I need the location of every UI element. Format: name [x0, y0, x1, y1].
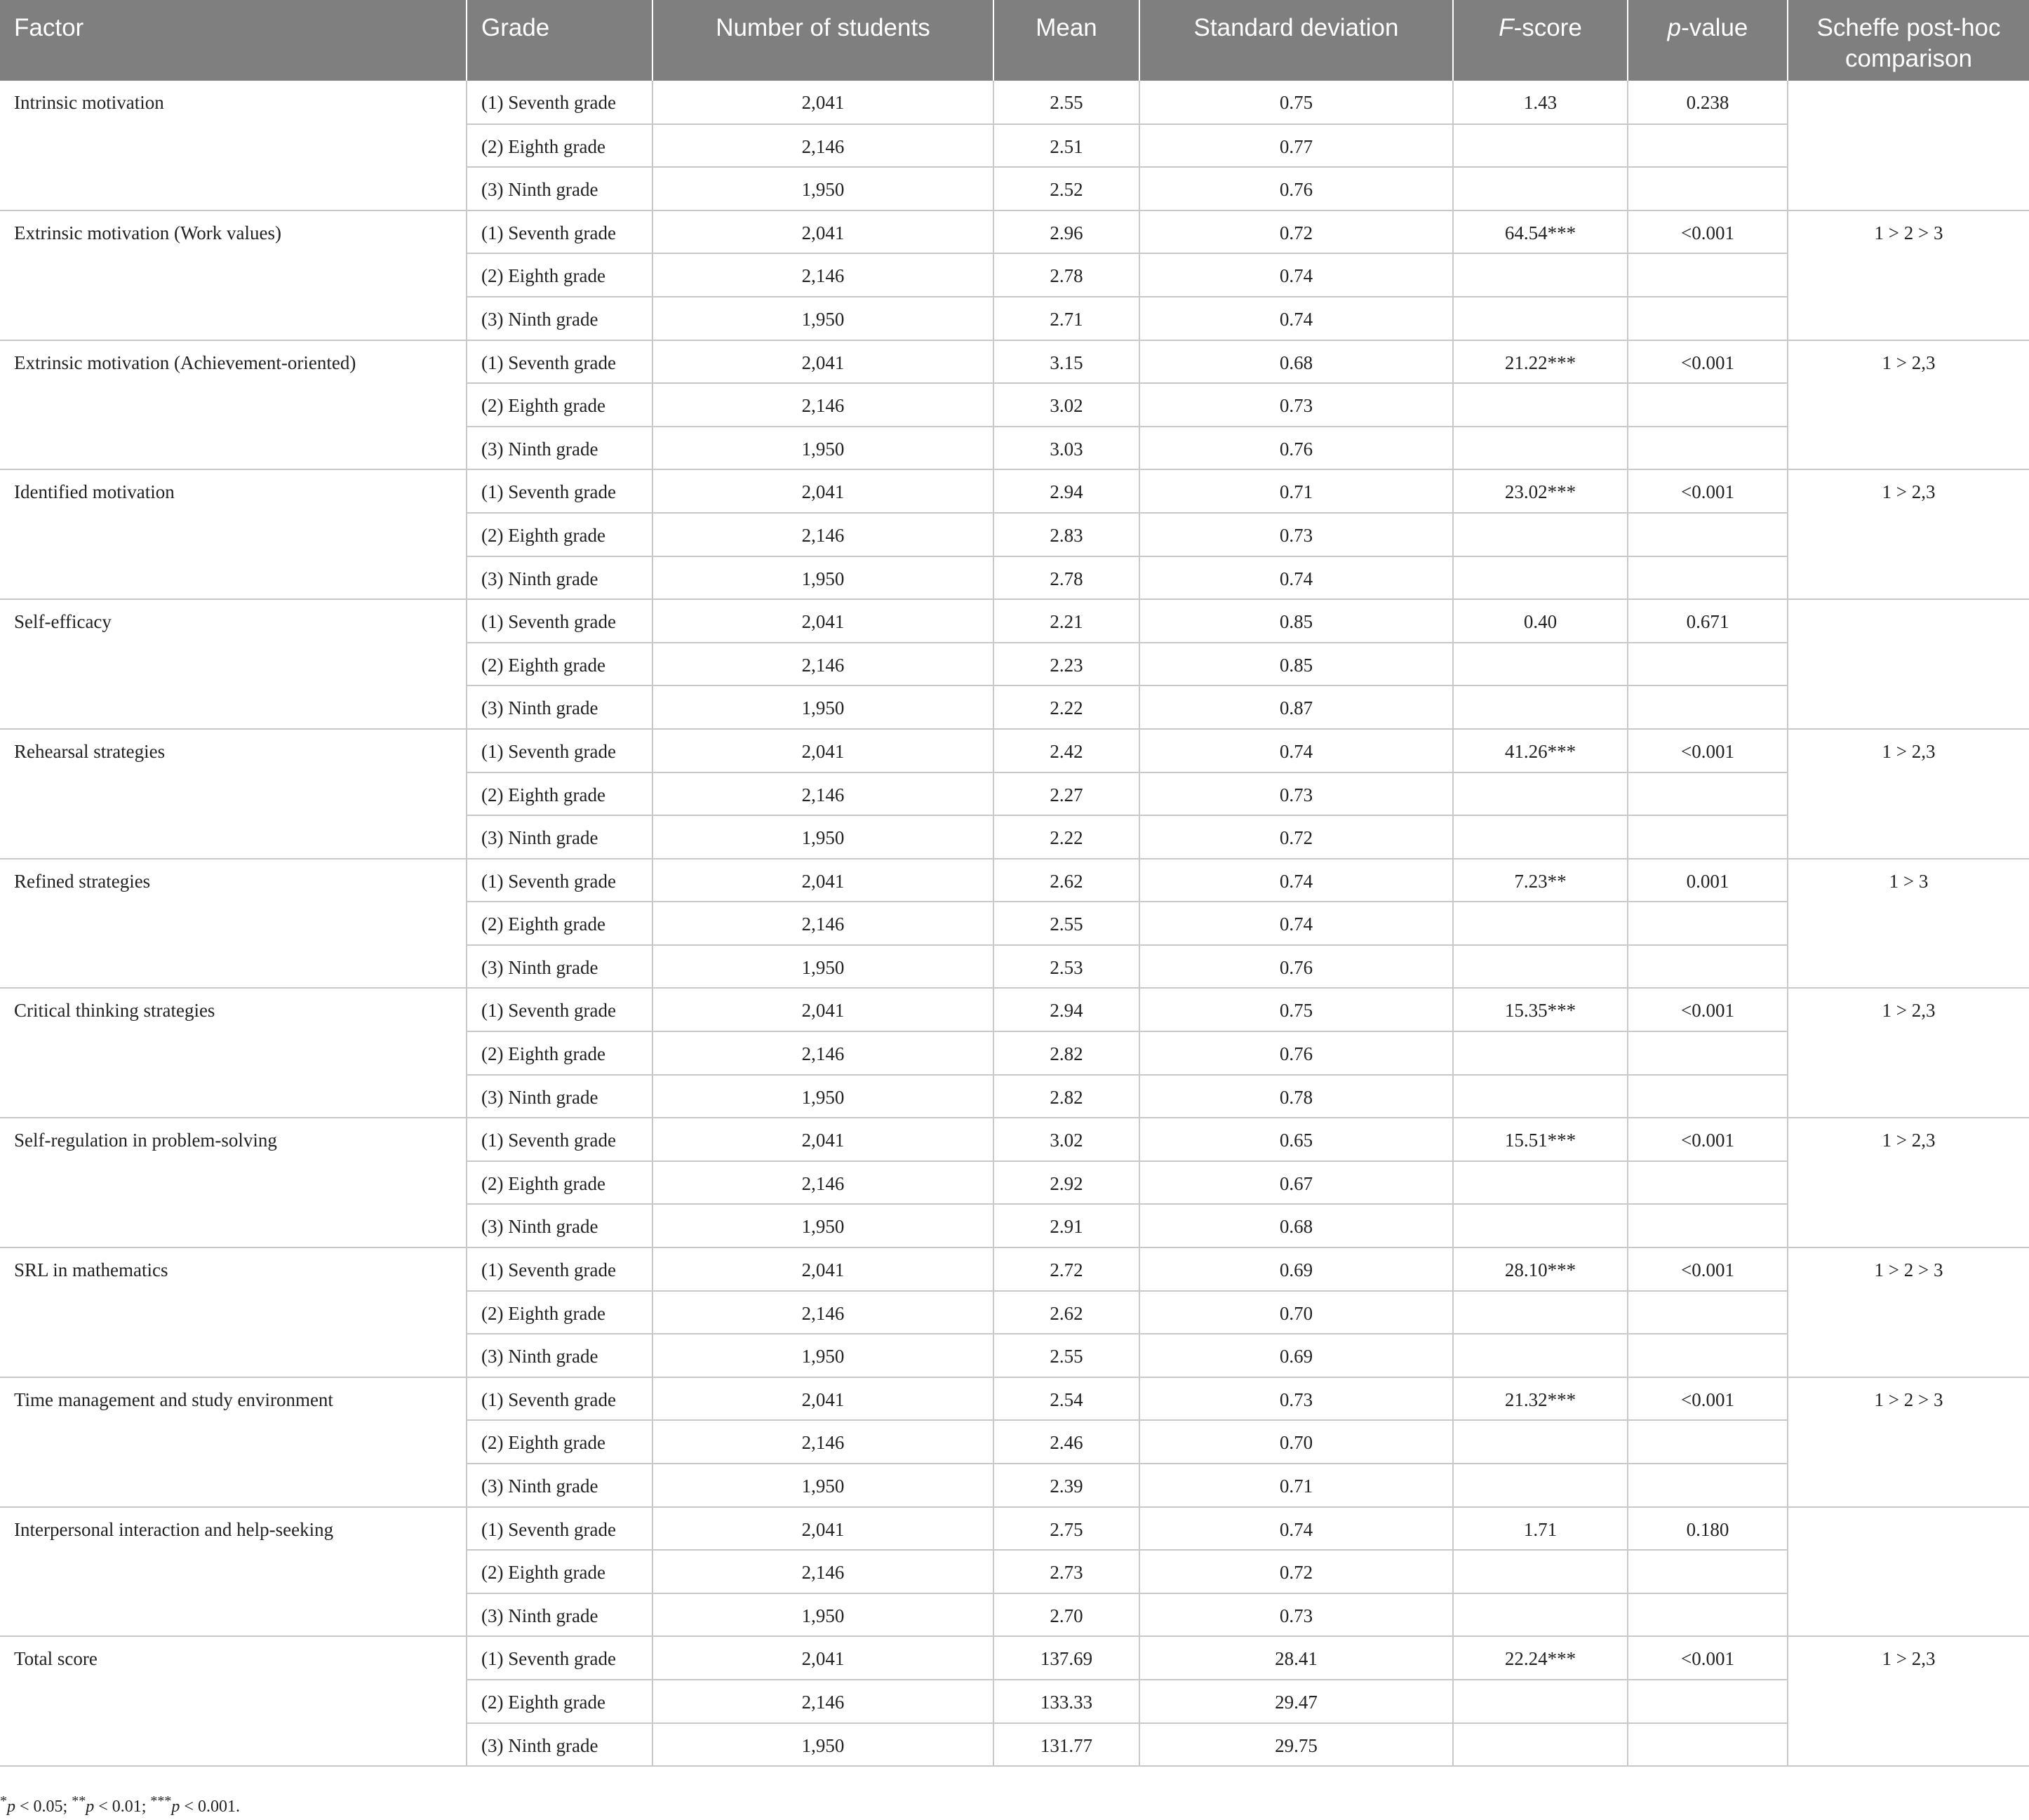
footnote-p-1: p: [7, 1798, 15, 1816]
students-cell: 2,041: [652, 81, 993, 124]
header-row: [0, 0, 2029, 81]
p-value-cell: <0.001: [1628, 340, 1788, 384]
grade-cell: (1) Seventh grade: [467, 988, 652, 1031]
students-cell: 1,950: [652, 556, 993, 600]
f-score-cell: [1453, 1075, 1628, 1118]
scheffe-cell: 1 > 2,3: [1788, 1636, 2029, 1766]
sd-cell: 28.41: [1139, 1636, 1453, 1680]
students-cell: 1,950: [652, 427, 993, 470]
p-value-cell: [1628, 167, 1788, 210]
sd-cell: 0.70: [1139, 1291, 1453, 1334]
grade-cell: (2) Eighth grade: [467, 383, 652, 427]
p-value-cell: [1628, 945, 1788, 989]
mean-cell: 3.02: [993, 1118, 1139, 1161]
sd-cell: 0.74: [1139, 902, 1453, 945]
sd-cell: 0.75: [1139, 988, 1453, 1031]
mean-cell: 2.23: [993, 643, 1139, 686]
sd-cell: 0.73: [1139, 772, 1453, 816]
f-score-cell: [1453, 167, 1628, 210]
p-value-cell: 0.001: [1628, 859, 1788, 902]
students-cell: 1,950: [652, 945, 993, 989]
students-cell: 2,146: [652, 513, 993, 556]
students-cell: 2,146: [652, 643, 993, 686]
mean-cell: 2.75: [993, 1507, 1139, 1551]
table-row: [0, 1377, 2029, 1421]
scheffe-cell: 1 > 2 > 3: [1788, 210, 2029, 340]
p-value-cell: [1628, 1464, 1788, 1507]
grade-cell: (3) Ninth grade: [467, 1723, 652, 1767]
header-scheffe: Scheffe post-hoc comparison: [1788, 0, 2029, 81]
factor-cell: Self-regulation in problem-solving: [0, 1118, 467, 1247]
factor-cell: Extrinsic motivation (Work values): [0, 210, 467, 340]
table-row: [0, 1247, 2029, 1291]
p-value-cell: [1628, 427, 1788, 470]
grade-cell: (3) Ninth grade: [467, 556, 652, 600]
scheffe-cell: 1 > 2 > 3: [1788, 1377, 2029, 1507]
sd-cell: 0.75: [1139, 81, 1453, 124]
grade-cell: (2) Eighth grade: [467, 1680, 652, 1723]
mean-cell: 2.21: [993, 599, 1139, 643]
scheffe-cell: 1 > 2,3: [1788, 988, 2029, 1118]
f-score-cell: [1453, 1550, 1628, 1593]
sd-cell: 0.72: [1139, 210, 1453, 254]
table-row: [0, 729, 2029, 772]
grade-cell: (2) Eighth grade: [467, 1550, 652, 1593]
students-cell: 1,950: [652, 297, 993, 340]
header-number-of-students: Number of students: [652, 0, 993, 81]
footnote-star-1: *: [0, 1793, 7, 1809]
p-value-cell: [1628, 685, 1788, 729]
mean-cell: 2.22: [993, 685, 1139, 729]
mean-cell: 2.94: [993, 988, 1139, 1031]
grade-cell: (3) Ninth grade: [467, 1204, 652, 1247]
f-score-cell: [1453, 1204, 1628, 1247]
mean-cell: 2.70: [993, 1593, 1139, 1637]
f-score-cell: [1453, 253, 1628, 297]
sd-cell: 0.69: [1139, 1334, 1453, 1377]
students-cell: 2,041: [652, 340, 993, 384]
mean-cell: 2.54: [993, 1377, 1139, 1421]
p-value-cell: <0.001: [1628, 1247, 1788, 1291]
sd-cell: 0.74: [1139, 859, 1453, 902]
header-f-suffix: -score: [1513, 14, 1582, 41]
sd-cell: 0.73: [1139, 383, 1453, 427]
students-cell: 1,950: [652, 1204, 993, 1247]
f-score-cell: 41.26***: [1453, 729, 1628, 772]
p-value-cell: <0.001: [1628, 210, 1788, 254]
scheffe-cell: 1 > 2,3: [1788, 340, 2029, 470]
header-standard-deviation: Standard deviation: [1139, 0, 1453, 81]
sd-cell: 0.78: [1139, 1075, 1453, 1118]
p-value-cell: <0.001: [1628, 988, 1788, 1031]
students-cell: 2,041: [652, 1636, 993, 1680]
mean-cell: 2.73: [993, 1550, 1139, 1593]
f-score-cell: [1453, 772, 1628, 816]
mean-cell: 2.39: [993, 1464, 1139, 1507]
f-score-cell: [1453, 1723, 1628, 1767]
grade-cell: (2) Eighth grade: [467, 124, 652, 168]
f-score-cell: [1453, 1593, 1628, 1637]
grade-cell: (2) Eighth grade: [467, 253, 652, 297]
grade-cell: (2) Eighth grade: [467, 772, 652, 816]
mean-cell: 2.91: [993, 1204, 1139, 1247]
mean-cell: 2.94: [993, 469, 1139, 513]
f-score-cell: 64.54***: [1453, 210, 1628, 254]
sd-cell: 0.72: [1139, 815, 1453, 859]
header-p-suffix: -value: [1681, 14, 1748, 41]
p-value-cell: [1628, 1723, 1788, 1767]
sd-cell: 0.68: [1139, 1204, 1453, 1247]
factor-cell: Interpersonal interaction and help-seeking: [0, 1507, 467, 1637]
students-cell: 2,041: [652, 859, 993, 902]
f-score-cell: 15.35***: [1453, 988, 1628, 1031]
students-cell: 1,950: [652, 1593, 993, 1637]
mean-cell: 137.69: [993, 1636, 1139, 1680]
f-score-cell: [1453, 513, 1628, 556]
p-value-cell: <0.001: [1628, 469, 1788, 513]
footnote-threshold-1: < 0.05;: [15, 1798, 72, 1816]
f-score-cell: 22.24***: [1453, 1636, 1628, 1680]
table-row: [0, 988, 2029, 1031]
students-cell: 1,950: [652, 685, 993, 729]
mean-cell: 2.42: [993, 729, 1139, 772]
p-value-cell: [1628, 1291, 1788, 1334]
mean-cell: 2.52: [993, 167, 1139, 210]
f-score-cell: [1453, 1680, 1628, 1723]
header-p-value: [1628, 0, 1788, 81]
students-cell: 2,041: [652, 1507, 993, 1551]
f-score-cell: [1453, 685, 1628, 729]
students-cell: 2,041: [652, 729, 993, 772]
f-score-cell: [1453, 1031, 1628, 1075]
table-footnote: [0, 1793, 240, 1816]
grade-cell: (3) Ninth grade: [467, 297, 652, 340]
sd-cell: 0.74: [1139, 729, 1453, 772]
grade-cell: (3) Ninth grade: [467, 427, 652, 470]
grade-cell: (1) Seventh grade: [467, 729, 652, 772]
f-score-cell: [1453, 124, 1628, 168]
students-cell: 1,950: [652, 1464, 993, 1507]
footnote-star-2: **: [72, 1793, 86, 1809]
f-score-cell: [1453, 556, 1628, 600]
grade-cell: (2) Eighth grade: [467, 902, 652, 945]
factor-cell: Refined strategies: [0, 859, 467, 989]
scheffe-cell: 1 > 2,3: [1788, 729, 2029, 859]
mean-cell: 2.96: [993, 210, 1139, 254]
mean-cell: 133.33: [993, 1680, 1139, 1723]
grade-cell: (2) Eighth grade: [467, 1291, 652, 1334]
p-value-cell: <0.001: [1628, 1636, 1788, 1680]
grade-cell: (2) Eighth grade: [467, 513, 652, 556]
footnote-p-2: p: [86, 1798, 95, 1816]
sd-cell: 0.76: [1139, 945, 1453, 989]
grade-cell: (1) Seventh grade: [467, 210, 652, 254]
header-grade: Grade: [467, 0, 652, 81]
table-row: [0, 1507, 2029, 1551]
grade-cell: (1) Seventh grade: [467, 1118, 652, 1161]
f-score-cell: 0.40: [1453, 599, 1628, 643]
students-cell: 1,950: [652, 1075, 993, 1118]
students-cell: 1,950: [652, 1723, 993, 1767]
table-row: [0, 859, 2029, 902]
mean-cell: 3.02: [993, 383, 1139, 427]
mean-cell: 2.53: [993, 945, 1139, 989]
factor-cell: Rehearsal strategies: [0, 729, 467, 859]
factor-cell: Total score: [0, 1636, 467, 1766]
students-cell: 2,146: [652, 1680, 993, 1723]
grade-cell: (1) Seventh grade: [467, 1507, 652, 1551]
mean-cell: 2.82: [993, 1031, 1139, 1075]
students-cell: 2,041: [652, 469, 993, 513]
table-row: [0, 81, 2029, 124]
students-cell: 2,146: [652, 383, 993, 427]
grade-cell: (3) Ninth grade: [467, 945, 652, 989]
f-score-cell: 1.71: [1453, 1507, 1628, 1551]
p-value-cell: [1628, 383, 1788, 427]
f-score-cell: 28.10***: [1453, 1247, 1628, 1291]
students-cell: 2,041: [652, 210, 993, 254]
mean-cell: 3.03: [993, 427, 1139, 470]
students-cell: 2,146: [652, 1420, 993, 1464]
p-value-cell: [1628, 643, 1788, 686]
mean-cell: 131.77: [993, 1723, 1139, 1767]
mean-cell: 2.55: [993, 81, 1139, 124]
sd-cell: 0.76: [1139, 1031, 1453, 1075]
factor-cell: Identified motivation: [0, 469, 467, 599]
mean-cell: 3.15: [993, 340, 1139, 384]
table-body: [0, 81, 2029, 1766]
sd-cell: 0.72: [1139, 1550, 1453, 1593]
grade-cell: (2) Eighth grade: [467, 643, 652, 686]
sd-cell: 0.69: [1139, 1247, 1453, 1291]
f-score-cell: 21.32***: [1453, 1377, 1628, 1421]
p-value-cell: [1628, 124, 1788, 168]
p-value-cell: [1628, 902, 1788, 945]
mean-cell: 2.51: [993, 124, 1139, 168]
p-value-cell: [1628, 513, 1788, 556]
sd-cell: 0.87: [1139, 685, 1453, 729]
f-score-cell: [1453, 1291, 1628, 1334]
mean-cell: 2.78: [993, 253, 1139, 297]
mean-cell: 2.62: [993, 1291, 1139, 1334]
grade-cell: (2) Eighth grade: [467, 1031, 652, 1075]
header-f-symbol: F: [1499, 14, 1514, 41]
factor-cell: Time management and study environment: [0, 1377, 467, 1507]
students-cell: 2,146: [652, 1031, 993, 1075]
sd-cell: 0.71: [1139, 1464, 1453, 1507]
f-score-cell: [1453, 1161, 1628, 1205]
grade-cell: (1) Seventh grade: [467, 469, 652, 513]
grade-cell: (1) Seventh grade: [467, 81, 652, 124]
scheffe-cell: 1 > 2,3: [1788, 1118, 2029, 1247]
table-row: [0, 210, 2029, 254]
header-factor: Factor: [0, 0, 467, 81]
table-row: [0, 469, 2029, 513]
scheffe-cell: 1 > 3: [1788, 859, 2029, 989]
grade-cell: (1) Seventh grade: [467, 599, 652, 643]
mean-cell: 2.27: [993, 772, 1139, 816]
table-row: [0, 1118, 2029, 1161]
mean-cell: 2.72: [993, 1247, 1139, 1291]
p-value-cell: [1628, 1420, 1788, 1464]
header-f-score: [1453, 0, 1628, 81]
sd-cell: 0.73: [1139, 513, 1453, 556]
p-value-cell: [1628, 556, 1788, 600]
grade-cell: (3) Ninth grade: [467, 1593, 652, 1637]
scheffe-cell: [1788, 81, 2029, 210]
grade-cell: (1) Seventh grade: [467, 1247, 652, 1291]
grade-cell: (3) Ninth grade: [467, 1334, 652, 1377]
sd-cell: 0.74: [1139, 556, 1453, 600]
sd-cell: 0.76: [1139, 427, 1453, 470]
sd-cell: 0.85: [1139, 643, 1453, 686]
f-score-cell: [1453, 902, 1628, 945]
grade-cell: (1) Seventh grade: [467, 1636, 652, 1680]
students-cell: 1,950: [652, 815, 993, 859]
f-score-cell: [1453, 297, 1628, 340]
grade-cell: (3) Ninth grade: [467, 1464, 652, 1507]
mean-cell: 2.62: [993, 859, 1139, 902]
p-value-cell: [1628, 1204, 1788, 1247]
p-value-cell: [1628, 815, 1788, 859]
p-value-cell: <0.001: [1628, 1118, 1788, 1161]
f-score-cell: [1453, 1464, 1628, 1507]
f-score-cell: [1453, 815, 1628, 859]
grade-cell: (3) Ninth grade: [467, 167, 652, 210]
p-value-cell: 0.671: [1628, 599, 1788, 643]
students-cell: 2,146: [652, 772, 993, 816]
grade-cell: (1) Seventh grade: [467, 859, 652, 902]
students-cell: 2,041: [652, 599, 993, 643]
header-p-symbol: p: [1667, 14, 1682, 41]
factor-cell: SRL in mathematics: [0, 1247, 467, 1377]
students-cell: 2,146: [652, 253, 993, 297]
students-cell: 1,950: [652, 167, 993, 210]
grade-cell: (3) Ninth grade: [467, 1075, 652, 1118]
factor-cell: Intrinsic motivation: [0, 81, 467, 210]
sd-cell: 0.71: [1139, 469, 1453, 513]
footnote-threshold-2: < 0.01;: [94, 1798, 151, 1816]
factor-cell: Extrinsic motivation (Achievement-oriented): [0, 340, 467, 470]
table-row: [0, 599, 2029, 643]
students-cell: 2,146: [652, 124, 993, 168]
factor-cell: Critical thinking strategies: [0, 988, 467, 1118]
students-cell: 2,146: [652, 1291, 993, 1334]
students-cell: 2,041: [652, 1118, 993, 1161]
sd-cell: 29.75: [1139, 1723, 1453, 1767]
sd-cell: 0.74: [1139, 1507, 1453, 1551]
p-value-cell: [1628, 1161, 1788, 1205]
mean-cell: 2.55: [993, 1334, 1139, 1377]
p-value-cell: <0.001: [1628, 1377, 1788, 1421]
p-value-cell: [1628, 1550, 1788, 1593]
f-score-cell: [1453, 427, 1628, 470]
sd-cell: 0.77: [1139, 124, 1453, 168]
sd-cell: 0.67: [1139, 1161, 1453, 1205]
p-value-cell: [1628, 253, 1788, 297]
scheffe-cell: 1 > 2 > 3: [1788, 1247, 2029, 1377]
p-value-cell: [1628, 297, 1788, 340]
grade-cell: (1) Seventh grade: [467, 340, 652, 384]
p-value-cell: [1628, 1680, 1788, 1723]
scheffe-cell: 1 > 2,3: [1788, 469, 2029, 599]
grade-cell: (3) Ninth grade: [467, 815, 652, 859]
students-cell: 2,146: [652, 1550, 993, 1593]
f-score-cell: [1453, 1334, 1628, 1377]
sd-cell: 0.65: [1139, 1118, 1453, 1161]
students-cell: 2,146: [652, 902, 993, 945]
f-score-cell: [1453, 1420, 1628, 1464]
scheffe-cell: [1788, 1507, 2029, 1637]
students-cell: 1,950: [652, 1334, 993, 1377]
footnote-p-3: p: [171, 1798, 180, 1816]
f-score-cell: 1.43: [1453, 81, 1628, 124]
p-value-cell: [1628, 1593, 1788, 1637]
mean-cell: 2.78: [993, 556, 1139, 600]
sd-cell: 0.68: [1139, 340, 1453, 384]
table-row: [0, 340, 2029, 384]
grade-cell: (1) Seventh grade: [467, 1377, 652, 1421]
p-value-cell: 0.180: [1628, 1507, 1788, 1551]
students-cell: 2,041: [652, 1377, 993, 1421]
mean-cell: 2.82: [993, 1075, 1139, 1118]
header-mean: Mean: [993, 0, 1139, 81]
sd-cell: 0.74: [1139, 253, 1453, 297]
students-cell: 2,041: [652, 1247, 993, 1291]
f-score-cell: 7.23**: [1453, 859, 1628, 902]
f-score-cell: 15.51***: [1453, 1118, 1628, 1161]
sd-cell: 29.47: [1139, 1680, 1453, 1723]
sd-cell: 0.76: [1139, 167, 1453, 210]
sd-cell: 0.73: [1139, 1593, 1453, 1637]
p-value-cell: 0.238: [1628, 81, 1788, 124]
mean-cell: 2.46: [993, 1420, 1139, 1464]
sd-cell: 0.74: [1139, 297, 1453, 340]
sd-cell: 0.70: [1139, 1420, 1453, 1464]
f-score-cell: 23.02***: [1453, 469, 1628, 513]
mean-cell: 2.71: [993, 297, 1139, 340]
p-value-cell: [1628, 1075, 1788, 1118]
f-score-cell: 21.22***: [1453, 340, 1628, 384]
mean-cell: 2.55: [993, 902, 1139, 945]
factor-cell: Self-efficacy: [0, 599, 467, 729]
sd-cell: 0.85: [1139, 599, 1453, 643]
footnote-threshold-3: < 0.001.: [180, 1798, 240, 1816]
f-score-cell: [1453, 383, 1628, 427]
grade-cell: (2) Eighth grade: [467, 1420, 652, 1464]
mean-cell: 2.83: [993, 513, 1139, 556]
students-cell: 2,041: [652, 988, 993, 1031]
students-cell: 2,146: [652, 1161, 993, 1205]
grade-cell: (3) Ninth grade: [467, 685, 652, 729]
footnote-star-3: ***: [150, 1793, 172, 1809]
f-score-cell: [1453, 945, 1628, 989]
grade-cell: (2) Eighth grade: [467, 1161, 652, 1205]
mean-cell: 2.92: [993, 1161, 1139, 1205]
sd-cell: 0.73: [1139, 1377, 1453, 1421]
table-row: [0, 1636, 2029, 1680]
p-value-cell: [1628, 1334, 1788, 1377]
p-value-cell: <0.001: [1628, 729, 1788, 772]
p-value-cell: [1628, 772, 1788, 816]
p-value-cell: [1628, 1031, 1788, 1075]
f-score-cell: [1453, 643, 1628, 686]
scheffe-cell: [1788, 599, 2029, 729]
mean-cell: 2.22: [993, 815, 1139, 859]
